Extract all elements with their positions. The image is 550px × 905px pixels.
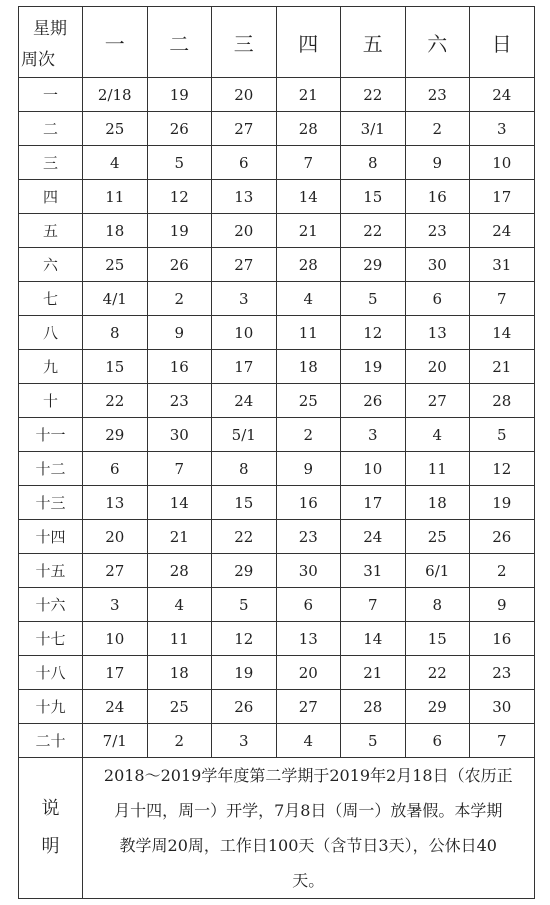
- date-cell: 6: [212, 146, 277, 180]
- week-row: [19, 112, 535, 146]
- date-cell: 8: [341, 146, 406, 180]
- date-cell: 2: [147, 724, 212, 758]
- week-row: [19, 690, 535, 724]
- day-header-friday: 五: [341, 7, 406, 78]
- date-cell: 23: [405, 214, 470, 248]
- date-cell: 27: [405, 384, 470, 418]
- date-cell: 23: [147, 384, 212, 418]
- week-row: [19, 78, 535, 112]
- date-cell: 2: [470, 554, 535, 588]
- week-number-cell: 十八: [19, 656, 83, 690]
- date-cell: 16: [405, 180, 470, 214]
- date-cell: 24: [470, 214, 535, 248]
- date-cell: 4: [147, 588, 212, 622]
- date-cell: 25: [83, 112, 148, 146]
- date-cell: 16: [147, 350, 212, 384]
- week-number-cell: 三: [19, 146, 83, 180]
- week-number-cell: 八: [19, 316, 83, 350]
- calendar-container: [18, 6, 534, 899]
- date-cell: 13: [212, 180, 277, 214]
- date-cell: 19: [147, 78, 212, 112]
- week-row: [19, 588, 535, 622]
- date-cell: 15: [405, 622, 470, 656]
- date-cell: 2: [147, 282, 212, 316]
- week-number-cell: 十: [19, 384, 83, 418]
- date-cell: 21: [341, 656, 406, 690]
- date-cell: 4: [276, 724, 341, 758]
- note-text-line: 2018～2019学年度第二学期于2019年2月18日（农历正: [103, 766, 513, 785]
- date-cell: 16: [470, 622, 535, 656]
- date-cell: 10: [470, 146, 535, 180]
- week-number-cell: 七: [19, 282, 83, 316]
- date-cell: 31: [470, 248, 535, 282]
- date-cell: 6/1: [405, 554, 470, 588]
- week-row: [19, 724, 535, 758]
- date-cell: 24: [212, 384, 277, 418]
- date-cell: 20: [212, 214, 277, 248]
- week-number-cell: 六: [19, 248, 83, 282]
- date-cell: 10: [212, 316, 277, 350]
- date-cell: 26: [341, 384, 406, 418]
- date-cell: 26: [147, 248, 212, 282]
- week-row: [19, 214, 535, 248]
- date-cell: 27: [212, 248, 277, 282]
- week-number-cell: 十二: [19, 452, 83, 486]
- week-row: [19, 350, 535, 384]
- date-cell: 7: [470, 724, 535, 758]
- date-cell: 5: [341, 282, 406, 316]
- date-cell: 21: [470, 350, 535, 384]
- date-cell: 29: [341, 248, 406, 282]
- date-cell: 8: [405, 588, 470, 622]
- date-cell: 9: [147, 316, 212, 350]
- note-label-line: 说: [41, 798, 60, 819]
- date-cell: 2: [276, 418, 341, 452]
- note-row: [19, 758, 535, 899]
- date-cell: 27: [212, 112, 277, 146]
- date-cell: 12: [470, 452, 535, 486]
- date-cell: 31: [341, 554, 406, 588]
- week-number-cell: 十三: [19, 486, 83, 520]
- date-cell: 28: [147, 554, 212, 588]
- date-cell: 8: [212, 452, 277, 486]
- date-cell: 7: [341, 588, 406, 622]
- date-cell: 17: [212, 350, 277, 384]
- note-text-line: 教学周20周，工作日100天（含节日3天），公休日40: [119, 836, 497, 855]
- date-cell: 4: [276, 282, 341, 316]
- note-label-cell: [19, 758, 83, 899]
- date-cell: 16: [276, 486, 341, 520]
- date-cell: 28: [341, 690, 406, 724]
- date-cell: 26: [212, 690, 277, 724]
- date-cell: 29: [212, 554, 277, 588]
- note-label-line: 明: [41, 836, 60, 857]
- week-row: [19, 418, 535, 452]
- day-header-monday: 一: [83, 7, 148, 78]
- week-number-cell: 十五: [19, 554, 83, 588]
- date-cell: 30: [470, 690, 535, 724]
- date-cell: 18: [276, 350, 341, 384]
- date-cell: 27: [83, 554, 148, 588]
- date-cell: 24: [341, 520, 406, 554]
- week-row: [19, 282, 535, 316]
- week-number-cell: 四: [19, 180, 83, 214]
- week-row: [19, 452, 535, 486]
- date-cell: 6: [405, 724, 470, 758]
- week-number-cell: 十七: [19, 622, 83, 656]
- date-cell: 5: [147, 146, 212, 180]
- day-header-sunday: 日: [470, 7, 535, 78]
- date-cell: 18: [147, 656, 212, 690]
- date-cell: 20: [405, 350, 470, 384]
- date-cell: 13: [83, 486, 148, 520]
- date-cell: 22: [341, 214, 406, 248]
- week-number-cell: 五: [19, 214, 83, 248]
- week-row: [19, 248, 535, 282]
- date-cell: 15: [212, 486, 277, 520]
- date-cell: 3: [212, 724, 277, 758]
- date-cell: 11: [405, 452, 470, 486]
- week-number-cell: 十一: [19, 418, 83, 452]
- week-number-cell: 十四: [19, 520, 83, 554]
- date-cell: 6: [276, 588, 341, 622]
- date-cell: 23: [405, 78, 470, 112]
- date-cell: 6: [83, 452, 148, 486]
- date-cell: 23: [470, 656, 535, 690]
- date-cell: 17: [341, 486, 406, 520]
- date-cell: 17: [83, 656, 148, 690]
- date-cell: 25: [276, 384, 341, 418]
- day-header-tuesday: 二: [147, 7, 212, 78]
- date-cell: 8: [83, 316, 148, 350]
- date-cell: 10: [83, 622, 148, 656]
- day-header-saturday: 六: [405, 7, 470, 78]
- date-cell: 25: [147, 690, 212, 724]
- date-cell: 14: [147, 486, 212, 520]
- date-cell: 9: [405, 146, 470, 180]
- date-cell: 13: [276, 622, 341, 656]
- weekday-axis-label: 星期: [33, 19, 67, 39]
- date-cell: 29: [405, 690, 470, 724]
- date-cell: 11: [83, 180, 148, 214]
- date-cell: 7/1: [83, 724, 148, 758]
- date-cell: 18: [405, 486, 470, 520]
- date-cell: 12: [341, 316, 406, 350]
- week-number-cell: 九: [19, 350, 83, 384]
- date-cell: 4/1: [83, 282, 148, 316]
- date-cell: 3: [83, 588, 148, 622]
- date-cell: 19: [212, 656, 277, 690]
- note-text-cell: [83, 758, 535, 899]
- date-cell: 29: [83, 418, 148, 452]
- week-row: [19, 384, 535, 418]
- date-cell: 25: [83, 248, 148, 282]
- date-cell: 17: [470, 180, 535, 214]
- date-cell: 26: [470, 520, 535, 554]
- week-row: [19, 554, 535, 588]
- date-cell: 9: [470, 588, 535, 622]
- date-cell: 5: [212, 588, 277, 622]
- week-number-cell: 二: [19, 112, 83, 146]
- week-row: [19, 146, 535, 180]
- date-cell: 28: [276, 248, 341, 282]
- date-cell: 5: [470, 418, 535, 452]
- week-number-cell: 一: [19, 78, 83, 112]
- corner-header-cell: [19, 7, 83, 78]
- date-cell: 14: [276, 180, 341, 214]
- date-cell: 22: [83, 384, 148, 418]
- date-cell: 27: [276, 690, 341, 724]
- date-cell: 18: [83, 214, 148, 248]
- date-cell: 14: [470, 316, 535, 350]
- week-row: [19, 622, 535, 656]
- date-cell: 3: [470, 112, 535, 146]
- day-header-wednesday: 三: [212, 7, 277, 78]
- date-cell: 6: [405, 282, 470, 316]
- date-cell: 9: [276, 452, 341, 486]
- date-cell: 24: [83, 690, 148, 724]
- date-cell: 28: [276, 112, 341, 146]
- date-cell: 20: [212, 78, 277, 112]
- date-cell: 2/18: [83, 78, 148, 112]
- date-cell: 2: [405, 112, 470, 146]
- note-text-line: 天。: [292, 871, 325, 890]
- date-cell: 4: [83, 146, 148, 180]
- date-cell: 20: [83, 520, 148, 554]
- date-cell: 14: [341, 622, 406, 656]
- week-number-cell: 十九: [19, 690, 83, 724]
- date-cell: 21: [147, 520, 212, 554]
- date-cell: 10: [341, 452, 406, 486]
- header-row: [19, 7, 535, 78]
- date-cell: 21: [276, 214, 341, 248]
- date-cell: 22: [341, 78, 406, 112]
- date-cell: 7: [470, 282, 535, 316]
- date-cell: 19: [147, 214, 212, 248]
- date-cell: 23: [276, 520, 341, 554]
- date-cell: 30: [276, 554, 341, 588]
- date-cell: 7: [147, 452, 212, 486]
- date-cell: 5/1: [212, 418, 277, 452]
- date-cell: 22: [405, 656, 470, 690]
- note-text-line: 月十四，周一）开学，7月8日（周一）放暑假。本学期: [114, 801, 503, 820]
- week-row: [19, 486, 535, 520]
- date-cell: 25: [405, 520, 470, 554]
- semester-calendar-table: [18, 6, 535, 899]
- date-cell: 19: [470, 486, 535, 520]
- date-cell: 7: [276, 146, 341, 180]
- date-cell: 15: [341, 180, 406, 214]
- date-cell: 30: [405, 248, 470, 282]
- date-cell: 30: [147, 418, 212, 452]
- date-cell: 3: [341, 418, 406, 452]
- date-cell: 28: [470, 384, 535, 418]
- date-cell: 3: [212, 282, 277, 316]
- week-row: [19, 520, 535, 554]
- week-number-cell: 十六: [19, 588, 83, 622]
- date-cell: 11: [276, 316, 341, 350]
- day-header-thursday: 四: [276, 7, 341, 78]
- date-cell: 24: [470, 78, 535, 112]
- date-cell: 21: [276, 78, 341, 112]
- date-cell: 5: [341, 724, 406, 758]
- date-cell: 12: [147, 180, 212, 214]
- date-cell: 15: [83, 350, 148, 384]
- week-row: [19, 316, 535, 350]
- date-cell: 22: [212, 520, 277, 554]
- date-cell: 12: [212, 622, 277, 656]
- date-cell: 26: [147, 112, 212, 146]
- week-row: [19, 180, 535, 214]
- date-cell: 20: [276, 656, 341, 690]
- week-number-axis-label: 周次: [21, 50, 55, 70]
- date-cell: 13: [405, 316, 470, 350]
- date-cell: 11: [147, 622, 212, 656]
- week-number-cell: 二十: [19, 724, 83, 758]
- date-cell: 19: [341, 350, 406, 384]
- date-cell: 4: [405, 418, 470, 452]
- date-cell: 3/1: [341, 112, 406, 146]
- week-row: [19, 656, 535, 690]
